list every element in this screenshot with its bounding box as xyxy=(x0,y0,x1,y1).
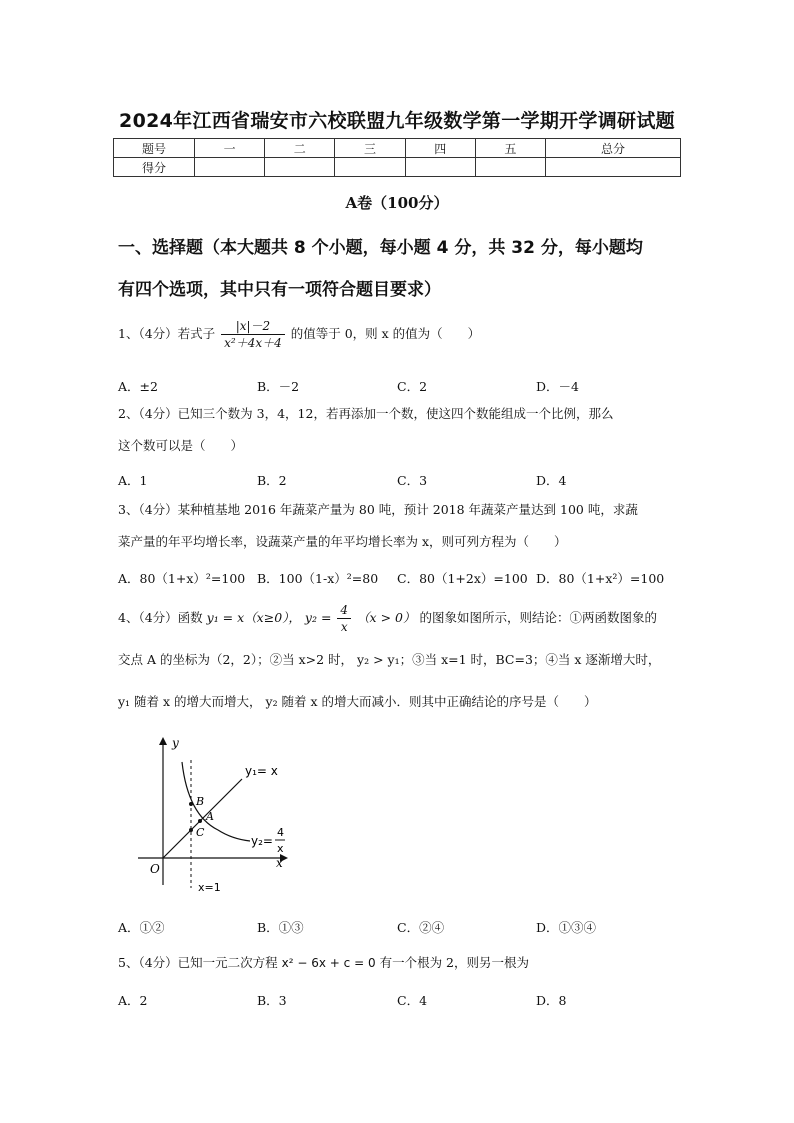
q4-y2-numerator: 4 xyxy=(337,602,351,619)
q1-fraction-denominator: x²＋4x＋4 xyxy=(224,336,282,350)
q5-option-c[interactable]: C．4 xyxy=(397,993,428,1008)
section-heading-line2: 有四个选项，其中只有一项符合题目要求） xyxy=(118,280,441,300)
score-input-cell[interactable] xyxy=(335,158,405,177)
q4-y2-denominator: x xyxy=(340,620,348,634)
point-c-marker xyxy=(189,828,193,832)
q1-prefix: 1、（4分）若式子 xyxy=(118,326,216,341)
q1-option-c[interactable]: C．2 xyxy=(397,379,428,394)
point-a-label: A xyxy=(206,810,214,823)
score-table-score-row xyxy=(114,158,681,177)
q4-y1-definition: y₁ = x（x≥0）， xyxy=(206,610,301,625)
q5-option-b[interactable]: B．3 xyxy=(257,993,287,1008)
q3-option-c[interactable]: C．80（1+2x）=100 xyxy=(397,571,528,586)
q1-option-b[interactable]: B．－2 xyxy=(257,379,300,394)
y-axis-label: y xyxy=(172,736,179,750)
x-axis-label: x xyxy=(276,856,283,870)
score-header-cell: 一 xyxy=(195,139,265,158)
q2-option-a[interactable]: A．1 xyxy=(118,473,148,488)
point-c-label: C xyxy=(196,826,205,839)
q4-option-a[interactable]: A．①② xyxy=(118,920,165,935)
q4-line3: y₁ 随着 x 的增大而增大， y₂ 随着 x 的增大而减小．则其中正确结论的序号是（ ） xyxy=(118,694,597,709)
question-4-line1 xyxy=(118,602,657,635)
section-heading-line1: 一、选择题（本大题共 8 个小题，每小题 4 分，共 32 分，每小题均 xyxy=(118,238,643,258)
q5-equation: x² − 6x + c = 0 xyxy=(281,956,376,970)
score-input-cell[interactable] xyxy=(475,158,545,177)
score-header-cell: 题号 xyxy=(114,139,195,158)
point-b-marker xyxy=(189,802,193,806)
score-header-cell: 总分 xyxy=(546,139,681,158)
q3-option-b[interactable]: B．100（1-x）²=80 xyxy=(257,571,379,586)
q4-option-c[interactable]: C．②④ xyxy=(397,920,445,935)
q2-option-c[interactable]: C．3 xyxy=(397,473,428,488)
question-5 xyxy=(118,955,529,971)
q4-y2-fraction xyxy=(337,602,351,635)
q3-option-a[interactable]: A．80（1+x）²=100 xyxy=(118,571,246,586)
line-y1-label: y₁= x xyxy=(245,764,278,778)
volume-heading: A卷（100分） xyxy=(345,194,449,212)
function-graph-figure xyxy=(120,725,320,900)
curve-y2-numerator: 4 xyxy=(277,826,284,839)
q5-option-a[interactable]: A．2 xyxy=(118,993,148,1008)
score-input-cell[interactable] xyxy=(546,158,681,177)
q5-prefix: 5、（4分）已知一元二次方程 xyxy=(118,955,278,970)
q4-option-b[interactable]: B．①③ xyxy=(257,920,304,935)
score-table-header-row xyxy=(114,139,681,158)
y-axis-arrow xyxy=(159,737,167,745)
q4-suffix: 的图象如图所示，则结论：①两函数图象的 xyxy=(419,610,657,625)
q3-option-d[interactable]: D．80（1+x²）=100 xyxy=(536,571,665,586)
vertical-line-label: x=1 xyxy=(198,881,221,894)
q2-line2: 这个数可以是（ ） xyxy=(118,438,244,453)
q5-option-d[interactable]: D．8 xyxy=(536,993,567,1008)
q1-option-a[interactable]: A．±2 xyxy=(118,379,158,394)
q1-option-d[interactable]: D．－4 xyxy=(536,379,579,394)
score-input-cell[interactable] xyxy=(405,158,475,177)
q1-suffix: 的值等于 0，则 x 的值为（ ） xyxy=(290,326,481,341)
score-header-cell: 三 xyxy=(335,139,405,158)
exam-title: 2024年江西省瑞安市六校联盟九年级数学第一学期开学调研试题 xyxy=(119,110,675,132)
q2-line1: 2、（4分）已知三个数为 3，4，12，若再添加一个数，使这四个数能组成一个比例，那么 xyxy=(118,406,614,421)
q1-fraction-numerator: |x|－2 xyxy=(221,318,285,335)
q4-line2: 交点 A 的坐标为（2，2）；②当 x>2 时， y₂ > y₁；③当 x=1 时，BC=3；④当 x 逐渐增大时， xyxy=(118,652,661,667)
score-input-cell[interactable] xyxy=(265,158,335,177)
score-header-cell: 四 xyxy=(405,139,475,158)
point-b-label: B xyxy=(196,795,205,808)
curve-y2-label: y₂= xyxy=(251,834,273,848)
q5-suffix: 有一个根为 2，则另一根为 xyxy=(379,955,530,970)
q4-y2-domain: （x > 0） xyxy=(357,610,416,625)
curve-y2-denominator: x xyxy=(277,842,284,855)
q4-y2-prefix: y₂ = xyxy=(304,610,332,625)
question-1 xyxy=(118,318,480,351)
q2-option-b[interactable]: B．2 xyxy=(257,473,287,488)
q4-option-d[interactable]: D．①③④ xyxy=(536,920,597,935)
origin-label: O xyxy=(150,862,160,876)
score-table xyxy=(113,138,681,177)
q1-fraction xyxy=(221,318,285,351)
point-a-marker xyxy=(198,819,202,823)
score-header-cell: 五 xyxy=(475,139,545,158)
q2-option-d[interactable]: D．4 xyxy=(536,473,567,488)
score-header-cell: 二 xyxy=(265,139,335,158)
q4-prefix: 4、（4分）函数 xyxy=(118,610,203,625)
q3-line1: 3、（4分）某种植基地 2016 年蔬菜产量为 80 吨，预计 2018 年蔬菜产量达到 100 吨，求蔬 xyxy=(118,502,638,517)
score-input-cell[interactable] xyxy=(195,158,265,177)
q3-line2: 菜产量的年平均增长率，设蔬菜产量的年平均增长率为 x，则可列方程为（ ） xyxy=(118,534,567,549)
score-row-label: 得分 xyxy=(114,158,195,177)
